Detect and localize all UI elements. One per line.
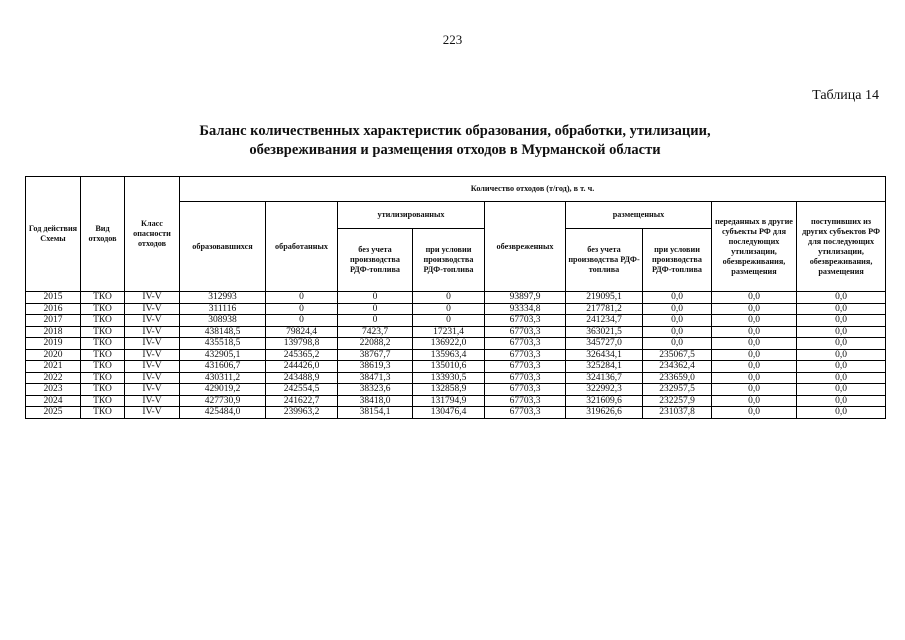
title-line-1: Баланс количественных характеристик образования, обработки, утилизации, <box>199 123 711 139</box>
cell-utilized-no-rdf: 0 <box>338 315 413 327</box>
cell-hazard-class: IV-V <box>125 372 180 384</box>
table-row <box>26 395 886 407</box>
cell-utilized-no-rdf: 0 <box>338 303 413 315</box>
cell-year: 2018 <box>26 326 81 338</box>
cell-utilized-rdf: 135963,4 <box>413 349 485 361</box>
cell-generated: 429019,2 <box>180 384 266 396</box>
cell-hazard-class: IV-V <box>125 349 180 361</box>
title-line-2: обезвреживания и размещения отходов в Мурманской области <box>249 142 661 158</box>
cell-processed: 139798,8 <box>266 338 338 350</box>
cell-year: 2019 <box>26 338 81 350</box>
cell-utilized-no-rdf: 22088,2 <box>338 338 413 350</box>
cell-generated: 432905,1 <box>180 349 266 361</box>
cell-utilized-no-rdf: 38619,3 <box>338 361 413 373</box>
header-placed-no-rdf: без учета производства РДФ-топлива <box>566 229 643 292</box>
page-number: 223 <box>442 32 463 47</box>
cell-received: 0,0 <box>797 395 886 407</box>
cell-transferred: 0,0 <box>712 407 797 419</box>
cell-processed: 79824,4 <box>266 326 338 338</box>
table-row <box>26 292 886 304</box>
cell-received: 0,0 <box>797 407 886 419</box>
cell-transferred: 0,0 <box>712 303 797 315</box>
cell-transferred: 0,0 <box>712 338 797 350</box>
cell-placed-rdf: 234362,4 <box>643 361 712 373</box>
cell-neutralized: 67703,3 <box>485 326 566 338</box>
header-utilized: утилизированных <box>338 202 485 229</box>
cell-waste-type: ТКО <box>81 338 125 350</box>
cell-hazard-class: IV-V <box>125 303 180 315</box>
cell-received: 0,0 <box>797 292 886 304</box>
cell-utilized-no-rdf: 38323,6 <box>338 384 413 396</box>
cell-utilized-rdf: 131794,9 <box>413 395 485 407</box>
cell-transferred: 0,0 <box>712 384 797 396</box>
cell-year: 2025 <box>26 407 81 419</box>
cell-placed-rdf: 0,0 <box>643 292 712 304</box>
cell-utilized-rdf: 136922,0 <box>413 338 485 350</box>
cell-transferred: 0,0 <box>712 361 797 373</box>
cell-generated: 430311,2 <box>180 372 266 384</box>
cell-waste-type: ТКО <box>81 326 125 338</box>
cell-generated: 425484,0 <box>180 407 266 419</box>
cell-transferred: 0,0 <box>712 395 797 407</box>
cell-hazard-class: IV-V <box>125 384 180 396</box>
cell-neutralized: 67703,3 <box>485 372 566 384</box>
cell-received: 0,0 <box>797 315 886 327</box>
cell-waste-type: ТКО <box>81 361 125 373</box>
cell-neutralized: 93897,9 <box>485 292 566 304</box>
table-row <box>26 372 886 384</box>
header-utilized-rdf: при условии производства РДФ-топлива <box>413 229 485 292</box>
cell-processed: 0 <box>266 315 338 327</box>
cell-generated: 308938 <box>180 315 266 327</box>
cell-utilized-rdf: 130476,4 <box>413 407 485 419</box>
cell-placed-no-rdf: 363021,5 <box>566 326 643 338</box>
cell-processed: 243488,9 <box>266 372 338 384</box>
cell-processed: 242554,5 <box>266 384 338 396</box>
cell-placed-no-rdf: 219095,1 <box>566 292 643 304</box>
table-row <box>26 303 886 315</box>
cell-waste-type: ТКО <box>81 303 125 315</box>
cell-year: 2022 <box>26 372 81 384</box>
cell-utilized-rdf: 0 <box>413 315 485 327</box>
table-row <box>26 315 886 327</box>
cell-year: 2020 <box>26 349 81 361</box>
cell-year: 2016 <box>26 303 81 315</box>
table-row <box>26 384 886 396</box>
cell-neutralized: 93334,8 <box>485 303 566 315</box>
cell-generated: 427730,9 <box>180 395 266 407</box>
cell-neutralized: 67703,3 <box>485 395 566 407</box>
cell-year: 2021 <box>26 361 81 373</box>
cell-neutralized: 67703,3 <box>485 338 566 350</box>
cell-received: 0,0 <box>797 372 886 384</box>
header-neutralized: обезвреженных <box>485 202 566 292</box>
cell-waste-type: ТКО <box>81 384 125 396</box>
cell-placed-rdf: 232257,9 <box>643 395 712 407</box>
table-row <box>26 407 886 419</box>
cell-received: 0,0 <box>797 384 886 396</box>
cell-utilized-rdf: 135010,6 <box>413 361 485 373</box>
cell-neutralized: 67703,3 <box>485 361 566 373</box>
cell-waste-type: ТКО <box>81 372 125 384</box>
header-quantity: Количество отходов (т/год), в т. ч. <box>180 177 886 202</box>
cell-hazard-class: IV-V <box>125 395 180 407</box>
header-transferred: переданных в другие субъекты РФ для последующих утилизации, обезвреживания, размещения <box>712 202 797 292</box>
cell-transferred: 0,0 <box>712 326 797 338</box>
table-body <box>26 292 886 419</box>
cell-received: 0,0 <box>797 303 886 315</box>
cell-generated: 311116 <box>180 303 266 315</box>
cell-transferred: 0,0 <box>712 292 797 304</box>
cell-neutralized: 67703,3 <box>485 315 566 327</box>
cell-generated: 435518,5 <box>180 338 266 350</box>
cell-waste-type: ТКО <box>81 292 125 304</box>
cell-placed-rdf: 233659,0 <box>643 372 712 384</box>
header-utilized-no-rdf: без учета производства РДФ-топлива <box>338 229 413 292</box>
cell-hazard-class: IV-V <box>125 315 180 327</box>
cell-received: 0,0 <box>797 338 886 350</box>
cell-year: 2023 <box>26 384 81 396</box>
cell-received: 0,0 <box>797 361 886 373</box>
cell-generated: 312993 <box>180 292 266 304</box>
cell-placed-no-rdf: 345727,0 <box>566 338 643 350</box>
cell-utilized-no-rdf: 38471,3 <box>338 372 413 384</box>
table-row <box>26 338 886 350</box>
table-label: Таблица 14 <box>812 88 879 103</box>
cell-received: 0,0 <box>797 326 886 338</box>
header-processed: обработанных <box>266 202 338 292</box>
cell-year: 2024 <box>26 395 81 407</box>
cell-utilized-no-rdf: 7423,7 <box>338 326 413 338</box>
table-row <box>26 349 886 361</box>
cell-transferred: 0,0 <box>712 372 797 384</box>
cell-placed-no-rdf: 325284,1 <box>566 361 643 373</box>
header-type: Вид отходов <box>81 177 125 292</box>
cell-processed: 0 <box>266 303 338 315</box>
cell-hazard-class: IV-V <box>125 407 180 419</box>
cell-processed: 245365,2 <box>266 349 338 361</box>
cell-transferred: 0,0 <box>712 349 797 361</box>
cell-utilized-rdf: 0 <box>413 292 485 304</box>
cell-transferred: 0,0 <box>712 315 797 327</box>
cell-placed-no-rdf: 326434,1 <box>566 349 643 361</box>
cell-hazard-class: IV-V <box>125 326 180 338</box>
cell-placed-rdf: 231037,8 <box>643 407 712 419</box>
waste-balance-table <box>25 176 886 419</box>
cell-utilized-no-rdf: 38418,0 <box>338 395 413 407</box>
cell-utilized-no-rdf: 38767,7 <box>338 349 413 361</box>
header-placed: размещенных <box>566 202 712 229</box>
cell-placed-no-rdf: 217781,2 <box>566 303 643 315</box>
cell-waste-type: ТКО <box>81 315 125 327</box>
cell-received: 0,0 <box>797 349 886 361</box>
cell-placed-no-rdf: 319626,6 <box>566 407 643 419</box>
cell-utilized-rdf: 132858,9 <box>413 384 485 396</box>
header-year: Год действия Схемы <box>26 177 81 292</box>
cell-processed: 241622,7 <box>266 395 338 407</box>
document-title <box>150 122 760 160</box>
cell-neutralized: 67703,3 <box>485 349 566 361</box>
cell-utilized-rdf: 0 <box>413 303 485 315</box>
table-row <box>26 326 886 338</box>
cell-utilized-no-rdf: 38154,1 <box>338 407 413 419</box>
header-placed-rdf: при условии производства РДФ-топлива <box>643 229 712 292</box>
cell-utilized-no-rdf: 0 <box>338 292 413 304</box>
cell-generated: 438148,5 <box>180 326 266 338</box>
cell-hazard-class: IV-V <box>125 292 180 304</box>
cell-placed-rdf: 0,0 <box>643 303 712 315</box>
cell-processed: 244426,0 <box>266 361 338 373</box>
cell-waste-type: ТКО <box>81 349 125 361</box>
cell-neutralized: 67703,3 <box>485 384 566 396</box>
cell-hazard-class: IV-V <box>125 361 180 373</box>
cell-utilized-rdf: 133930,5 <box>413 372 485 384</box>
header-generated: образовавшихся <box>180 202 266 292</box>
cell-placed-rdf: 0,0 <box>643 326 712 338</box>
cell-hazard-class: IV-V <box>125 338 180 350</box>
table-row <box>26 361 886 373</box>
cell-placed-no-rdf: 322992,3 <box>566 384 643 396</box>
cell-waste-type: ТКО <box>81 407 125 419</box>
cell-placed-no-rdf: 241234,7 <box>566 315 643 327</box>
cell-placed-rdf: 0,0 <box>643 315 712 327</box>
cell-placed-rdf: 0,0 <box>643 338 712 350</box>
cell-placed-rdf: 232957,5 <box>643 384 712 396</box>
cell-utilized-rdf: 17231,4 <box>413 326 485 338</box>
cell-placed-no-rdf: 321609,6 <box>566 395 643 407</box>
cell-waste-type: ТКО <box>81 395 125 407</box>
cell-generated: 431606,7 <box>180 361 266 373</box>
cell-neutralized: 67703,3 <box>485 407 566 419</box>
header-hazard-class: Класс опасности отходов <box>125 177 180 292</box>
cell-placed-rdf: 235067,5 <box>643 349 712 361</box>
cell-year: 2017 <box>26 315 81 327</box>
cell-placed-no-rdf: 324136,7 <box>566 372 643 384</box>
header-received: поступивших из других субъектов РФ для последующих утилизации, обезвреживания, размещения <box>797 202 886 292</box>
cell-processed: 0 <box>266 292 338 304</box>
cell-processed: 239963,2 <box>266 407 338 419</box>
cell-year: 2015 <box>26 292 81 304</box>
